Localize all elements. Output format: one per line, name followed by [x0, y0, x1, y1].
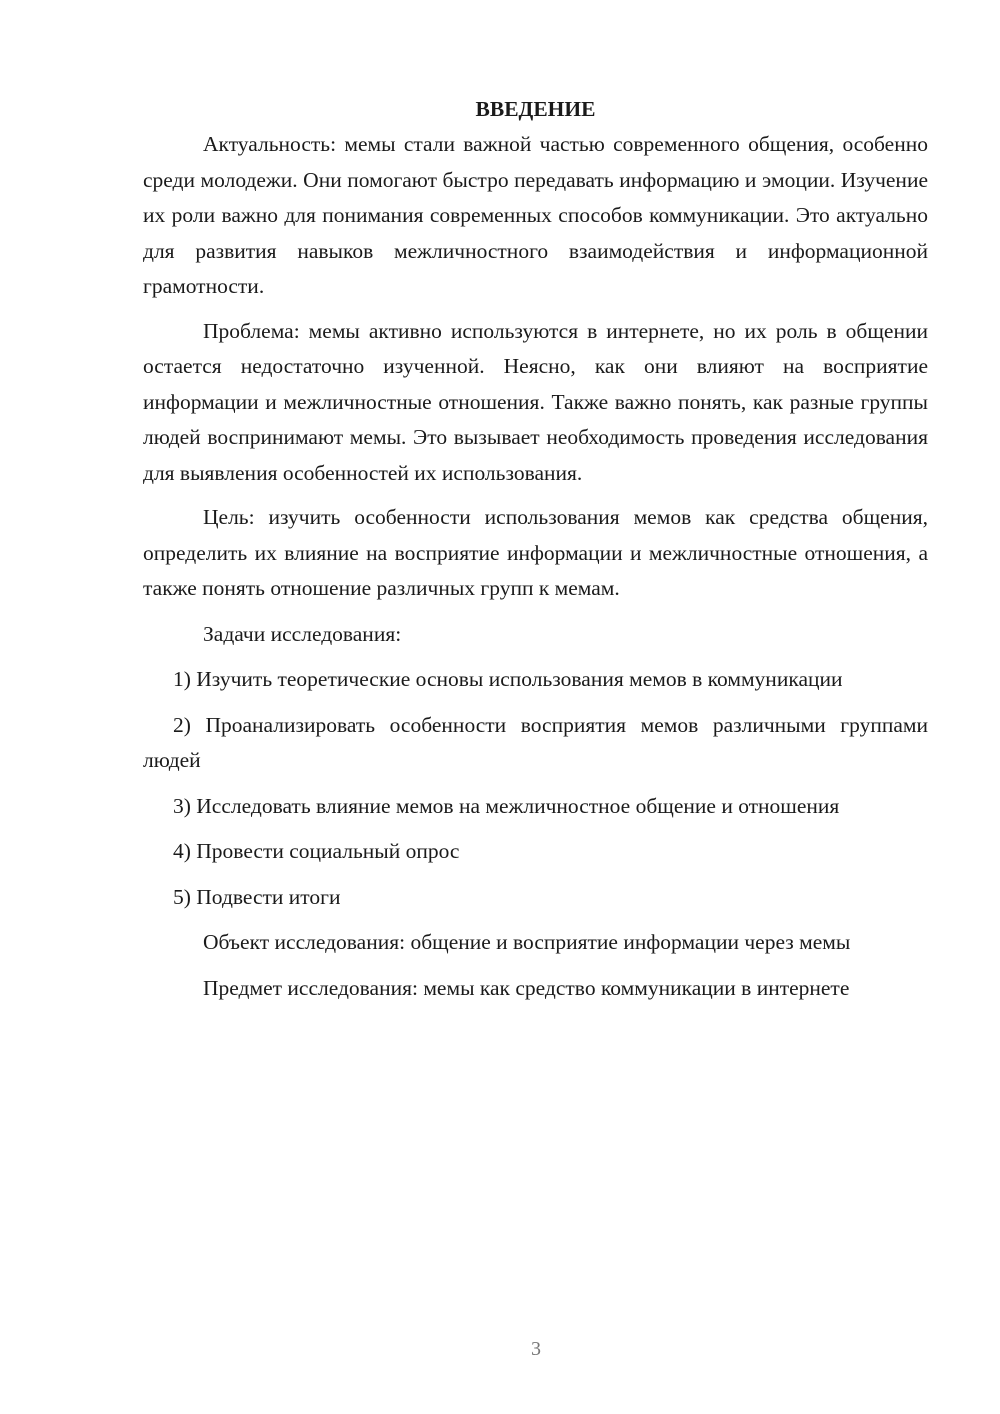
paragraph-goal: Цель: изучить особенности использования мемов как средства общения, определить их влияние на восприятие информации и межличностные отношения, а также понять отношение различных групп к мемам. [143, 505, 928, 600]
task-item: 4) Провести социальный опрос [173, 839, 460, 863]
task-item: 3) Исследовать влияние мемов на межличностное общение и отношения [173, 793, 840, 818]
task-item: 5) Подвести итоги [173, 884, 341, 909]
tasks-heading: Задачи исследования: [203, 621, 402, 646]
task-item: 1) Изучить теоретические основы использования мемов в коммуникации [173, 667, 843, 691]
task-item: 2) Проанализировать особенности восприятия мемов различными группами людей [143, 712, 928, 772]
paragraph-relevance: Актуальность: мемы стали важной частью современного общения, особенно среди молодежи. Они помогают быстро передавать информацию и эмоции. Изучение их роли важно для понимания современных способов коммуникации. Это актуально для развития навыков межличностного взаимодействия и информационной грамотности. [143, 132, 928, 298]
paragraph-object: Объект исследования: общение и восприятие информации через мемы [203, 930, 851, 954]
page-number: 3 [531, 1338, 541, 1360]
paragraph-problem: Проблема: мемы активно используются в интернете, но их роль в общении остается недостаточно изученной. Неясно, как они влияют на восприятие информации и межличностные отношения. Также важно понять, как разные группы людей воспринимают мемы. Это вызывает необходимость проведения исследования для выявления особенностей их использования. [143, 318, 928, 485]
paragraph-subject: Предмет исследования: мемы как средство коммуникации в интернете [203, 975, 850, 1000]
page-title: ВВЕДЕНИЕ [475, 97, 596, 121]
page-content [143, 92, 928, 1006]
